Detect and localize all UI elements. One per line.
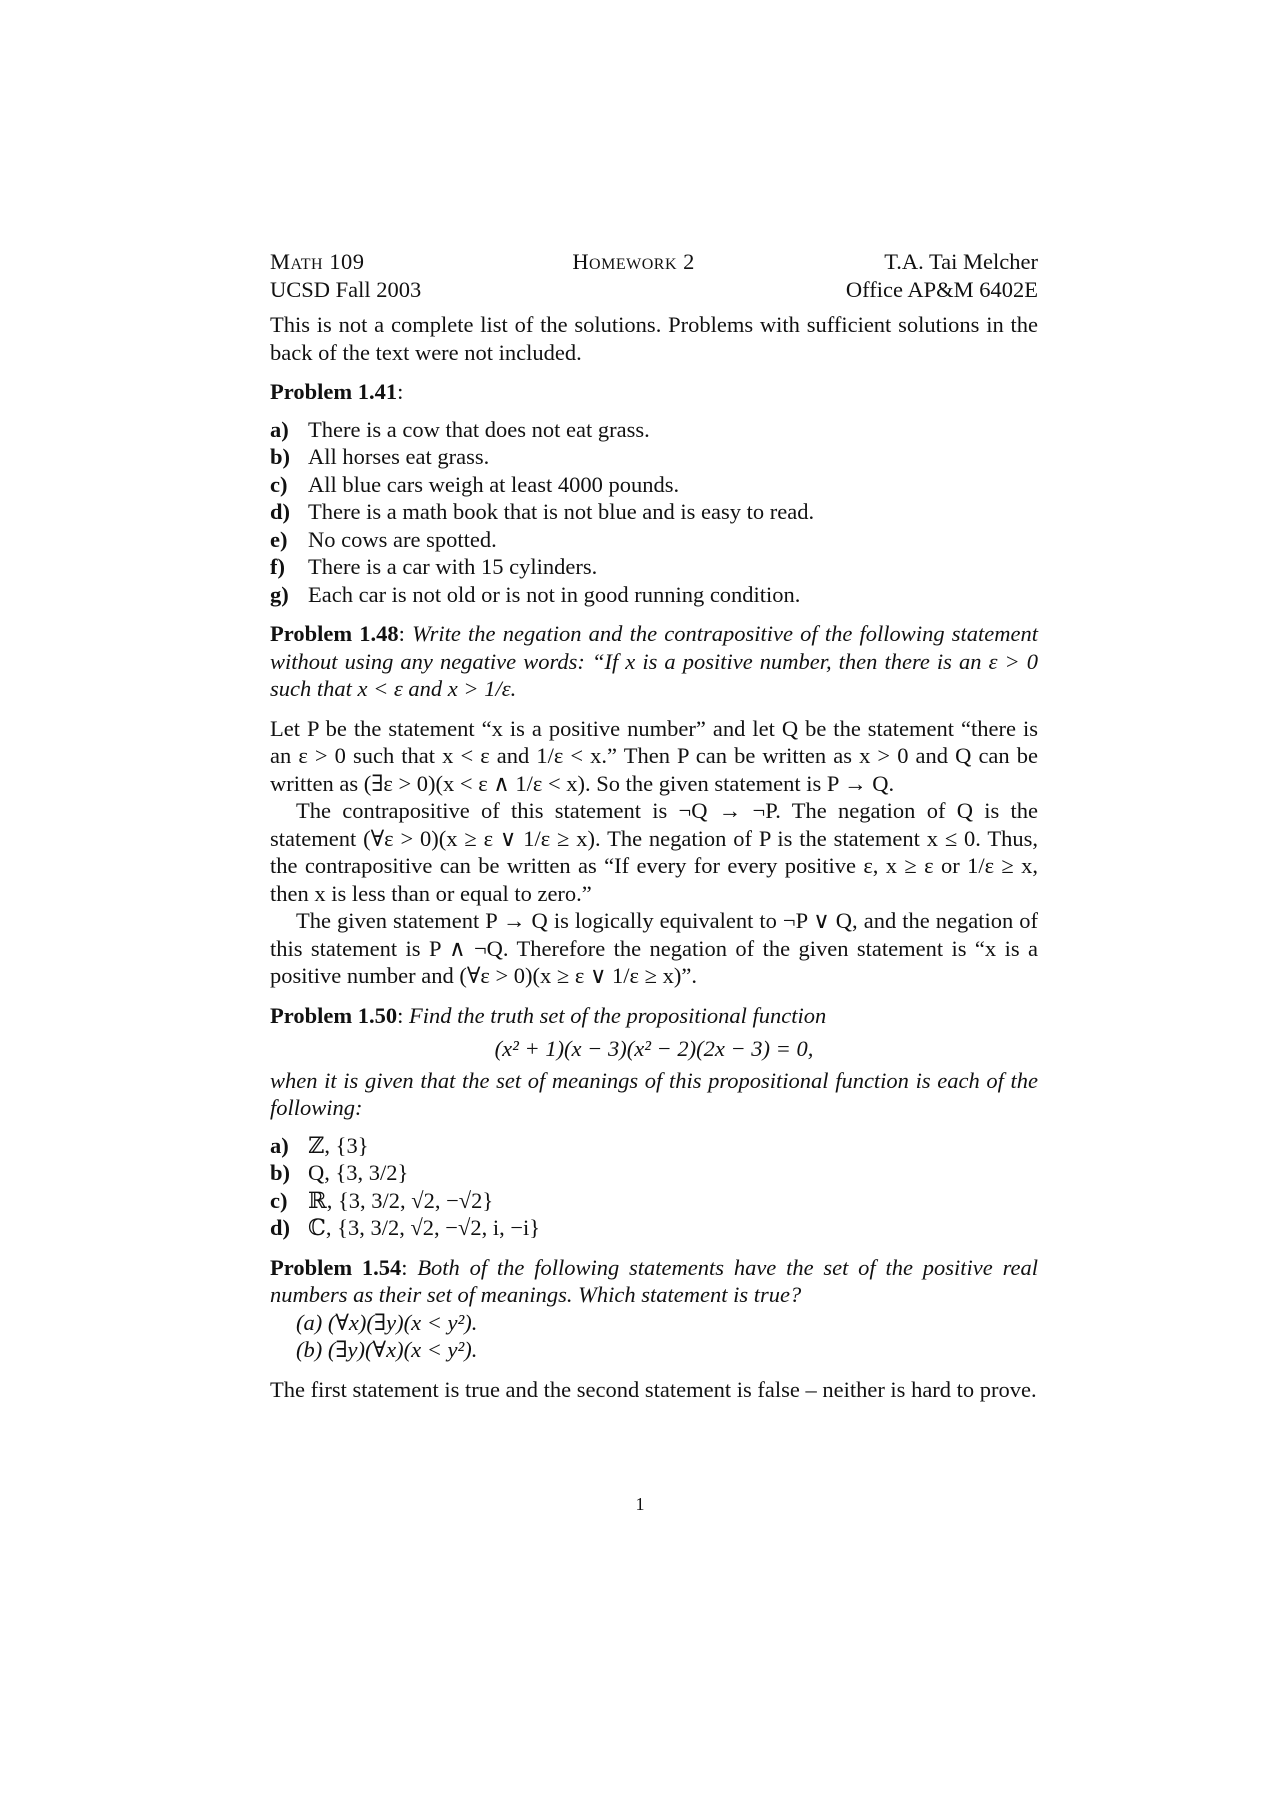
header-left: [270, 248, 421, 303]
equation: (x² + 1)(x − 3)(x² − 2)(2x − 3) = 0,: [494, 1036, 814, 1061]
heading-colon: :: [397, 1002, 409, 1028]
solution-paragraph: The first statement is true and the second statement is false – neither is hard to prove.: [270, 1376, 1037, 1402]
problem-statement: Both of the following statements have the set of the positive real numbers as their set of meanings. Which statement is true?: [270, 1254, 1038, 1307]
header-center: [572, 248, 695, 303]
item-text: All blue cars weigh at least 4000 pounds.: [308, 471, 680, 497]
list-item: [270, 553, 1038, 581]
document-title: Homework 2: [572, 249, 695, 274]
item-text: No cows are spotted.: [308, 526, 497, 552]
item-text: ℤ, {3}: [308, 1132, 369, 1158]
problem-statement-continued: when it is given that the set of meanings of this propositional function is each of the following:: [270, 1067, 1038, 1120]
item-label: a): [270, 416, 289, 442]
item-text: Each car is not old or is not in good running condition.: [308, 581, 801, 607]
heading-colon: :: [397, 379, 404, 404]
problem-1-41: [270, 378, 1038, 608]
header: [270, 248, 1038, 303]
statement-b: (b) (∃y)(∀x)(x < y²).: [296, 1337, 478, 1362]
problem-heading: Problem 1.48: [270, 621, 399, 646]
homework-page: [270, 248, 1038, 1403]
heading-colon: :: [398, 621, 413, 646]
statement-a: (a) (∀x)(∃y)(x < y²).: [296, 1309, 478, 1335]
item-label: e): [270, 526, 288, 552]
ta-name: T.A. Tai Melcher: [884, 249, 1038, 274]
item-text: There is a math book that is not blue and is easy to read.: [308, 499, 815, 524]
list-item: [270, 498, 1038, 526]
item-text: All horses eat grass.: [308, 444, 490, 469]
item-label: b): [270, 444, 291, 469]
solution-paragraph: The given statement P → Q is logically equivalent to ¬P ∨ Q, and the negation of this statement is P ∧ ¬Q. Therefore the negation of the given statement is “x is a positive number and (∀ε > 0)(x ≥ ε ∨ 1/ε ≥ x)”.: [270, 908, 1038, 988]
item-text: There is a car with 15 cylinders.: [308, 554, 598, 579]
solution-paragraph: Let P be the statement “x is a positive number” and let Q be the statement “there is an ε > 0 such that x < ε and 1/ε < x.” Then P can be written as x > 0 and Q can be written as (∃ε > 0)(x < ε ∧ 1/ε < x). So the given statement is P → Q.: [270, 715, 1038, 796]
item-text: ℝ, {3, 3/2, √2, −√2}: [308, 1187, 494, 1213]
problem-1-50: [270, 1002, 1038, 1242]
intro-text: This is not a complete list of the solutions. Problems with sufficient solutions in the back of the text were not included.: [270, 312, 1038, 365]
item-label: g): [270, 581, 289, 607]
item-label: c): [270, 471, 288, 497]
page-number: 1: [635, 1494, 645, 1514]
item-text: ℂ, {3, 3/2, √2, −√2, i, −i}: [308, 1215, 541, 1240]
item-text: There is a cow that does not eat grass.: [308, 416, 650, 442]
problem-statement: Find the truth set of the propositional function: [408, 1002, 827, 1028]
problem-heading: Problem 1.54: [270, 1254, 402, 1280]
term: UCSD Fall 2003: [270, 276, 422, 302]
item-label: b): [270, 1160, 291, 1185]
problem-1-48: [270, 620, 1038, 990]
item-text: Q, {3, 3/2}: [308, 1160, 409, 1185]
header-right: [846, 248, 1038, 303]
list-item: [270, 1187, 1038, 1215]
item-label: d): [270, 499, 291, 524]
problem-1-54: [270, 1254, 1038, 1404]
answer-list: [270, 416, 1038, 609]
item-label: d): [270, 1215, 291, 1240]
solution-paragraph: The contrapositive of this statement is ¬Q → ¬P. The negation of Q is the statement (∀ε > 0)(x ≥ ε ∨ 1/ε ≥ x). The negation of P is the statement x ≤ 0. Thus, the contrapositive can be written as “If every for every positive ε, x ≥ ε or 1/ε ≥ x, then x is less than or equal to zero.”: [270, 798, 1038, 906]
list-item: [270, 581, 1038, 609]
item-label: a): [270, 1132, 289, 1158]
item-label: c): [270, 1187, 288, 1213]
problem-heading: Problem 1.50: [270, 1002, 398, 1028]
office: Office AP&M 6402E: [845, 276, 1038, 302]
list-item: [270, 471, 1038, 499]
course-name: Math 109: [270, 249, 365, 274]
problem-heading: Problem 1.41: [270, 379, 398, 404]
heading-colon: :: [401, 1254, 418, 1280]
list-item: [270, 416, 1038, 444]
list-item: [270, 1159, 1038, 1187]
list-item: [270, 526, 1038, 554]
problem-statement: Write the negation and the contrapositive of the following statement without using any negative words: “If x is a positive number, then there is an ε > 0 such that x < ε and x > 1/ε.: [270, 621, 1038, 701]
item-label: f): [270, 554, 285, 579]
answer-list: [270, 1132, 1038, 1242]
list-item: [270, 443, 1038, 471]
list-item: [270, 1132, 1038, 1160]
list-item: [270, 1214, 1038, 1242]
